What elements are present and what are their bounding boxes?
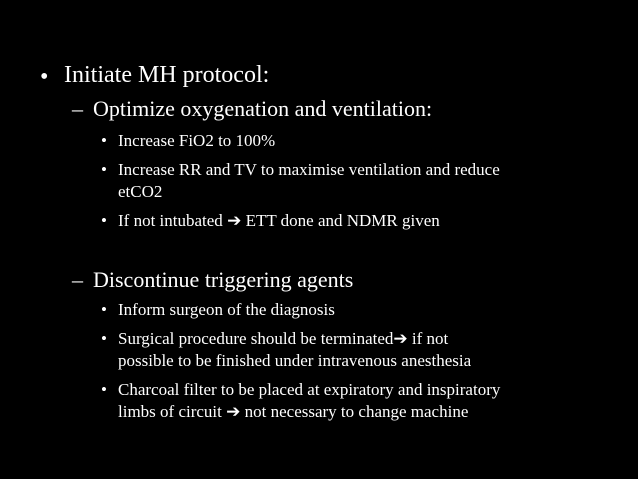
section2-item-2-post: if not	[407, 329, 449, 348]
arrow-right-icon: ➔	[393, 329, 408, 348]
section2-item-3-pre: limbs of circuit	[118, 402, 227, 421]
sub-bullet: •	[101, 160, 107, 179]
sub-bullet: •	[101, 329, 107, 348]
sub-bullet: •	[101, 131, 107, 150]
section1-item-3-pre: If not intubated	[118, 211, 228, 230]
section1-item-2-line1: Increase RR and TV to maximise ventilation and reduce	[118, 160, 500, 179]
section1-title: Optimize oxygenation and ventilation:	[93, 96, 433, 121]
section2-item-3-line2	[118, 402, 468, 422]
section1-item-1: Increase FiO2 to 100%	[118, 131, 276, 150]
heading: Initiate MH protocol:	[64, 62, 270, 88]
section1-item-3-post: ETT done and NDMR given	[241, 211, 440, 230]
section1-item-2-line2: etCO2	[118, 182, 163, 201]
section1-dash: –	[72, 96, 83, 121]
sub-bullet: •	[101, 211, 107, 230]
section1-item-3	[118, 211, 440, 231]
section2-item-2-pre: Surgical procedure should be terminated	[118, 329, 394, 348]
section2-item-2-line2: possible to be finished under intravenous anesthesia	[118, 351, 472, 370]
arrow-right-icon: ➔	[227, 211, 242, 230]
arrow-right-icon: ➔	[226, 402, 241, 421]
section2-item-3-line1: Charcoal filter to be placed at expiratory and inspiratory	[118, 380, 501, 399]
sub-bullet: •	[101, 380, 107, 399]
section2-dash: –	[72, 267, 83, 292]
section2-item-3-post: not necessary to change machine	[240, 402, 469, 421]
section2-title: Discontinue triggering agents	[93, 267, 354, 292]
heading-bullet: •	[40, 64, 49, 90]
section2-item-2-line1	[118, 329, 448, 349]
sub-bullet: •	[101, 300, 107, 319]
section2-item-1: Inform surgeon of the diagnosis	[118, 300, 335, 319]
